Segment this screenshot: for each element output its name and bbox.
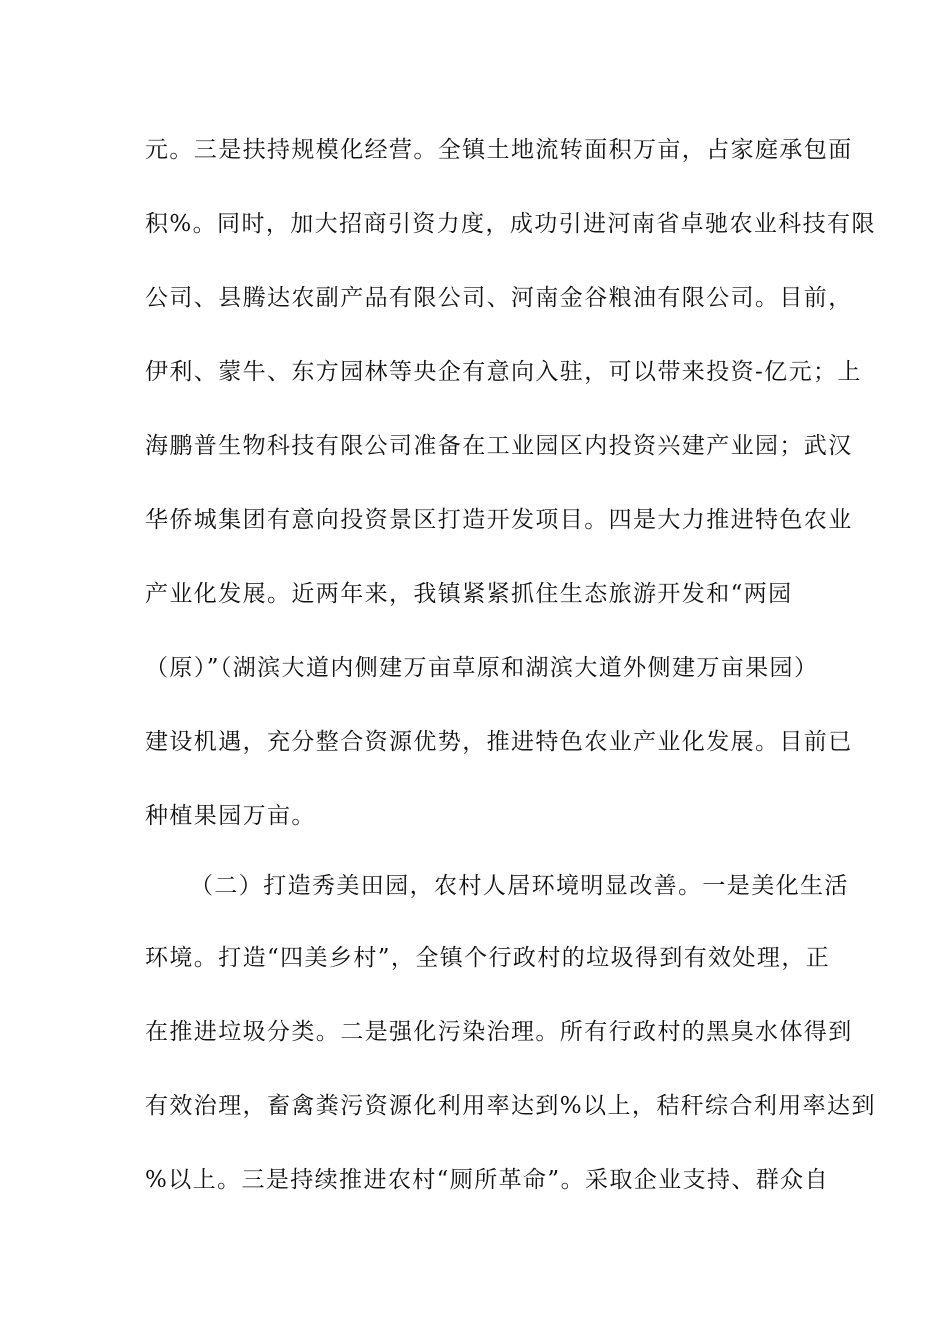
text-line-10: 种植果园万亩。 bbox=[145, 803, 316, 829]
text-line-7: 产业化发展。近两年来，我镇紧紧抓住生态旅游开发和“两园 bbox=[145, 581, 793, 607]
text-line-5: 海鹏普生物科技有限公司准备在工业园区内投资兴建产业园；武汉 bbox=[145, 433, 853, 459]
text-line-13: 在推进垃圾分类。二是强化污染治理。所有行政村的黑臭水体得到 bbox=[145, 1019, 853, 1045]
paragraph-heading-line: （二）打造秀美田园，农村人居环境明显改善。一是美化生活 bbox=[190, 873, 849, 899]
text-line-2: 积%。同时，加大招商引资力度，成功引进河南省卓驰农业科技有限 bbox=[145, 211, 876, 237]
text-line-12: 环境。打造“四美乡村”，全镇个行政村的垃圾得到有效处理，正 bbox=[145, 945, 831, 971]
text-line-3: 公司、县腾达农副产品有限公司、河南金谷粮油有限公司。目前， bbox=[145, 285, 853, 311]
text-line-8: （原）”（湖滨大道内侧建万亩草原和湖滨大道外侧建万亩果园） bbox=[145, 655, 819, 681]
text-line-1: 元。三是扶持规模化经营。全镇土地流转面积万亩，占家庭承包面 bbox=[145, 137, 853, 163]
text-line-15: %以上。三是持续推进农村“厕所革命”。采取企业支持、群众自 bbox=[145, 1167, 829, 1193]
text-line-4: 伊利、蒙牛、东方园林等央企有意向入驻，可以带来投资-亿元；上 bbox=[145, 359, 862, 385]
text-line-14: 有效治理，畜禽粪污资源化利用率达到%以上，秸秆综合利用率达到 bbox=[145, 1093, 876, 1119]
text-line-6: 华侨城集团有意向投资景区打造开发项目。四是大力推进特色农业 bbox=[145, 507, 853, 533]
text-line-9: 建设机遇，充分整合资源优势，推进特色农业产业化发展。目前已 bbox=[145, 729, 853, 755]
